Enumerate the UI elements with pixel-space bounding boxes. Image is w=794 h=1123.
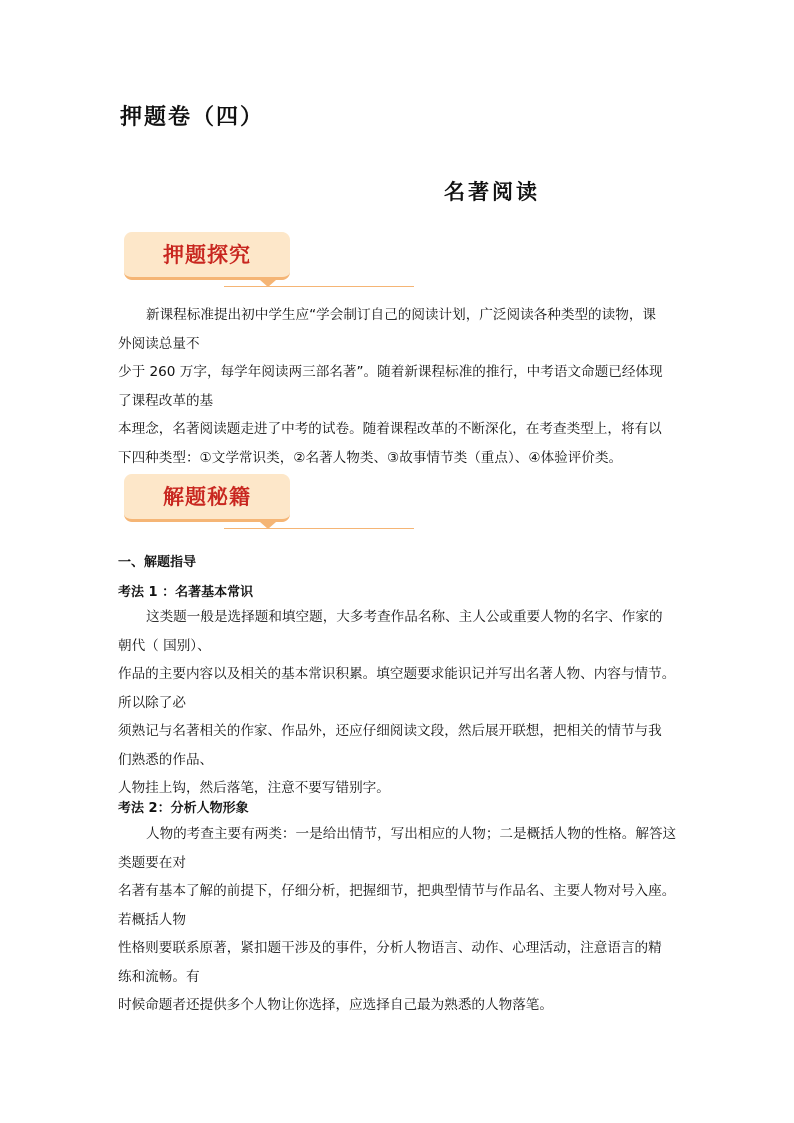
- method-2-line: 名著有基本了解的前提下，仔细分析，把握细节，把典型情节与作品名、主要人物对号入座。: [118, 883, 676, 899]
- intro-line: 外阅读总量不: [118, 335, 200, 352]
- method-1-line: 作品的主要内容以及相关的基本常识积累。填空题要求能识记并写出名著人物、内容与情节。: [118, 666, 676, 682]
- method-2-body: [118, 820, 678, 1020]
- method-2-line: 性格则要联系原著，紧扣题干涉及的事件，分析人物语言、动作、心理活动，注意语言的精: [118, 940, 662, 956]
- banner-exam-research: [124, 232, 290, 280]
- method-2-line: 类题要在对: [118, 854, 186, 871]
- intro-line: 了课程改革的基: [118, 392, 214, 409]
- method-1-line: 所以除了必: [118, 694, 186, 711]
- section-title-text: 名著阅读: [444, 180, 540, 204]
- section-title: [0, 176, 794, 206]
- banner-pointer-icon: [260, 522, 276, 529]
- banner-underline: [224, 286, 414, 287]
- intro-line: 本理念，名著阅读题走进了中考的试卷。随着课程改革的不断深化，在考查类型上，将有以: [118, 421, 662, 437]
- method-1-line: 这类题一般是选择题和填空题，大多考查作品名称、主人公或重要人物的名字、作家的: [146, 609, 663, 625]
- method-2-line: 若概括人物: [118, 911, 186, 928]
- intro-line: 新课程标准提出初中学生应“学会制订自己的阅读计划，广泛阅读各种类型的读物，课: [146, 307, 657, 323]
- banner-label: 押题探究: [163, 243, 251, 267]
- banner-underline: [224, 528, 414, 529]
- method-1-line: 须熟记与名著相关的作家、作品外，还应仔细阅读文段，然后展开联想，把相关的情节与我: [118, 723, 662, 739]
- method-2-line: 练和流畅。有: [118, 968, 200, 985]
- intro-paragraph: [118, 301, 678, 472]
- method-1-line: 朝代（ 国别）、: [118, 637, 211, 654]
- method-1-body: [118, 603, 678, 803]
- method-1-title: 考法 1 ：名著基本常识: [118, 585, 254, 600]
- method-1-line: 人物挂上钩，然后落笔，注意不要写错别字。: [118, 780, 390, 796]
- document-title: 押题卷（四）: [120, 105, 265, 130]
- intro-line: 下四种类型：①文学常识类，②名著人物类、③故事情节类（重点）、④体验评价类。: [118, 449, 623, 466]
- intro-line: 少于 260 万字，每学年阅读两三部名著”。随着新课程标准的推行，中考语文命题已经体现: [118, 364, 663, 380]
- method-2-line: 时候命题者还提供多个人物让你选择，应选择自己最为熟悉的人物落笔。: [118, 997, 553, 1013]
- method-2-line: 人物的考查主要有两类：一是给出情节，写出相应的人物；二是概括人物的性格。解答这: [146, 826, 677, 842]
- banner-pointer-icon: [260, 280, 276, 287]
- banner-solving-tips: [124, 474, 290, 522]
- method-2-title: 考法 2：分析人物形象: [118, 801, 249, 816]
- heading-guidance: 一、解题指导: [118, 555, 197, 570]
- banner-label: 解题秘籍: [163, 485, 251, 509]
- method-1-line: 们熟悉的作品、: [118, 751, 214, 768]
